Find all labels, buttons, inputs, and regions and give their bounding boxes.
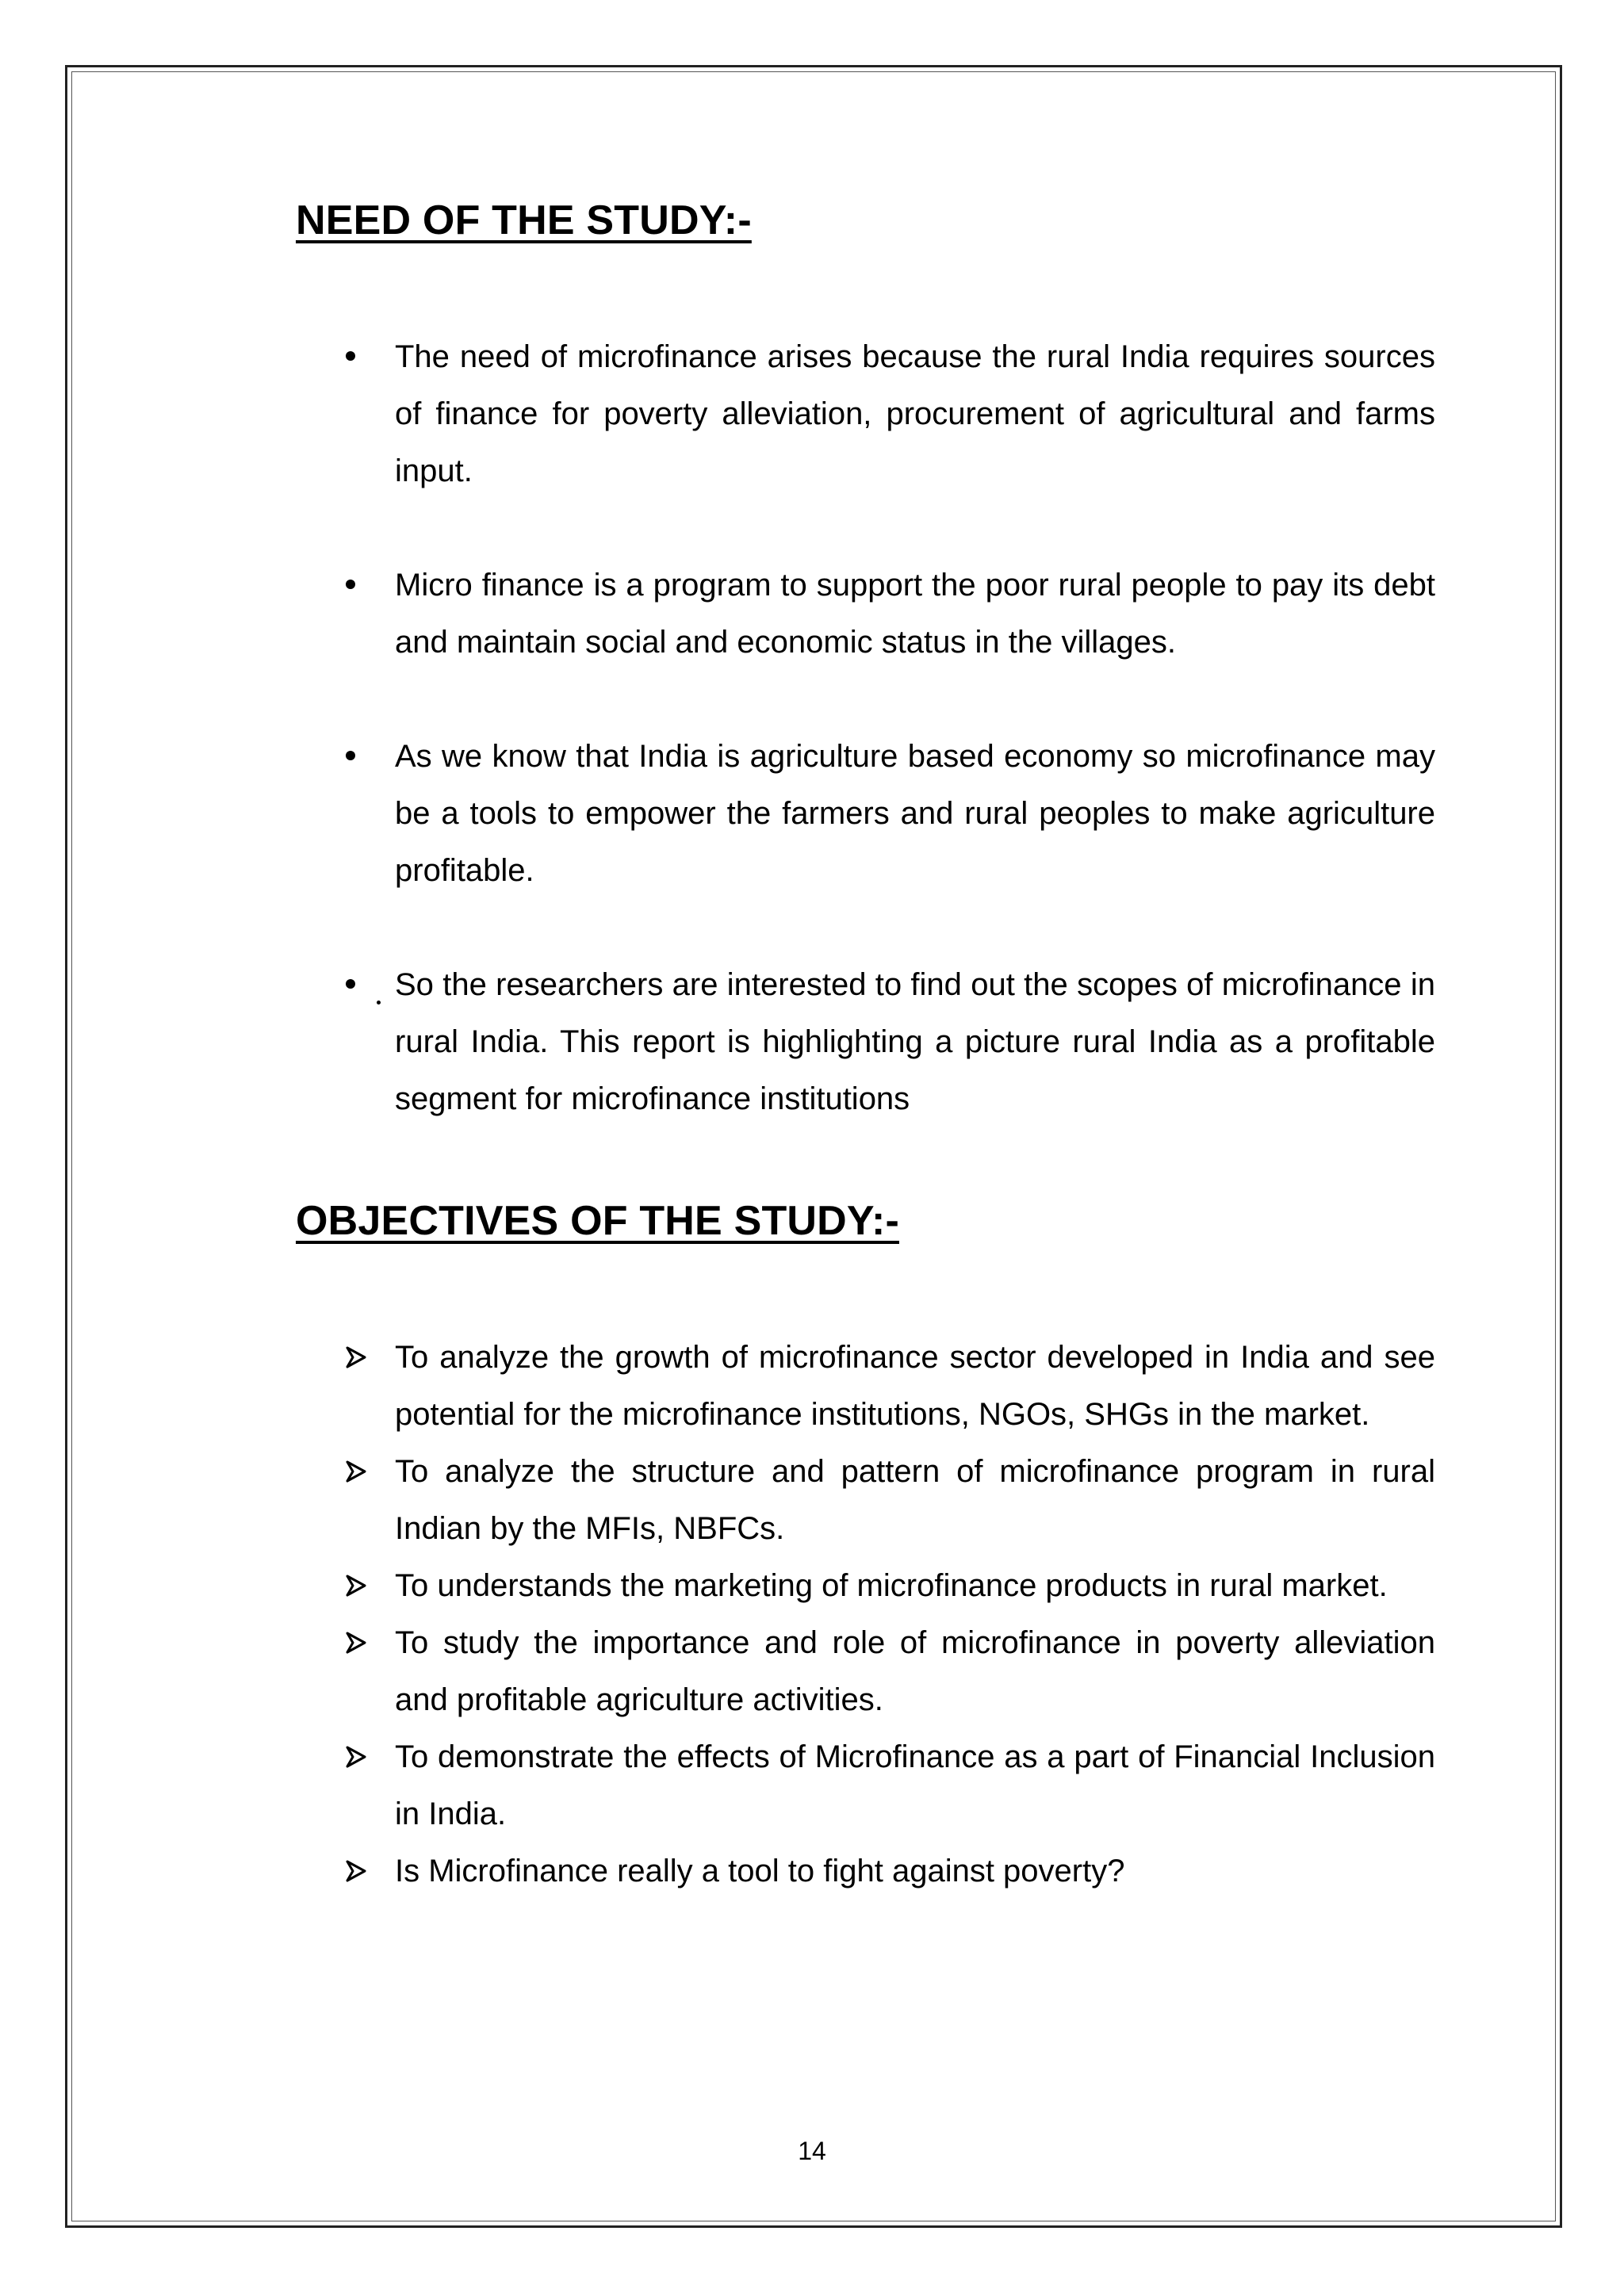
list-item: So the researchers are interested to find out the scopes of microfinance in rural India. This report is highlighting a picture rural India as a profitable segment for microfinance institutions xyxy=(333,956,1435,1127)
page-number: 14 xyxy=(798,2137,826,2165)
objectives-list xyxy=(333,1329,1435,1900)
list-item: As we know that India is agriculture based economy so microfinance may be a tools to empower the farmers and rural peoples to make agriculture profitable. xyxy=(333,728,1435,899)
list-item: To understands the marketing of microfinance products in rural market. xyxy=(333,1557,1435,1614)
dot-bullet-icon xyxy=(346,728,377,785)
arrow-bullet-icon xyxy=(346,1843,377,1882)
arrow-bullet-icon xyxy=(346,1557,377,1597)
objectives-heading: OBJECTIVES OF THE STUDY:- xyxy=(296,1198,899,1244)
list-item: To study the importance and role of microfinance in poverty alleviation and profitable agriculture activities. xyxy=(333,1614,1435,1728)
arrow-bullet-icon xyxy=(346,1443,377,1483)
need-of-study-list xyxy=(333,328,1435,1127)
dot-bullet-icon xyxy=(346,956,377,1013)
stray-mark xyxy=(377,1001,381,1004)
dot-bullet-icon xyxy=(346,557,377,614)
list-item: Micro finance is a program to support the poor rural people to pay its debt and maintain social and economic status in the villages. xyxy=(333,557,1435,671)
arrow-bullet-icon xyxy=(346,1728,377,1768)
list-item: Is Microfinance really a tool to fight against poverty? xyxy=(333,1843,1435,1900)
list-item: To analyze the structure and pattern of microfinance program in rural Indian by the MFIs, NBFCs. xyxy=(333,1443,1435,1557)
arrow-bullet-icon xyxy=(346,1329,377,1368)
need-of-study-heading: NEED OF THE STUDY:- xyxy=(296,197,752,243)
dot-bullet-icon xyxy=(346,328,377,385)
list-item: To analyze the growth of microfinance sector developed in India and see potential for the microfinance institutions, NGOs, SHGs in the market. xyxy=(333,1329,1435,1443)
arrow-bullet-icon xyxy=(346,1614,377,1654)
list-item: To demonstrate the effects of Microfinance as a part of Financial Inclusion in India. xyxy=(333,1728,1435,1843)
list-item: The need of microfinance arises because the rural India requires sources of finance for poverty alleviation, procurement of agricultural and farms input. xyxy=(333,328,1435,499)
